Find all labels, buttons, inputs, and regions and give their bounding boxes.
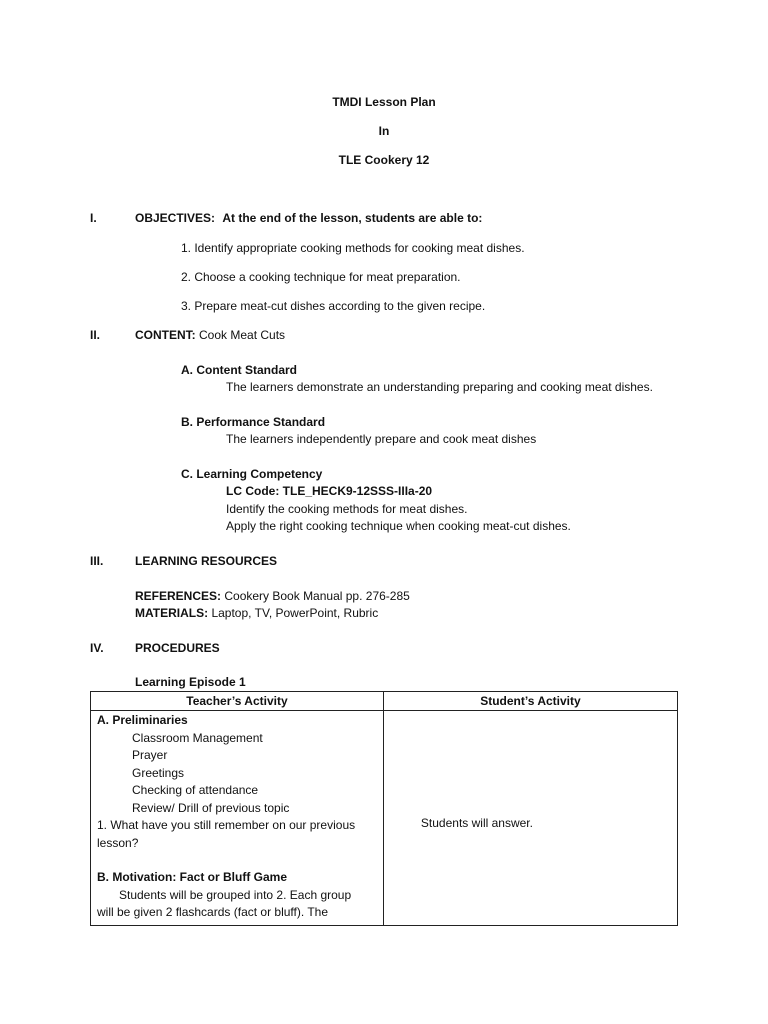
learning-episode-table xyxy=(90,691,678,926)
review-question-line: lesson? xyxy=(97,835,139,850)
competency-line: Apply the right cooking technique when cooking meat-cut dishes. xyxy=(226,519,571,533)
content-numeral: II. xyxy=(90,328,101,342)
materials-label: MATERIALS: xyxy=(135,606,209,620)
table-row xyxy=(91,711,678,926)
lesson-plan-in: In xyxy=(378,124,390,138)
materials-value: Laptop, TV, PowerPoint, Rubric xyxy=(211,606,379,620)
objective-item: 3. Prepare meat-cut dishes according to the given recipe. xyxy=(181,299,486,313)
student-answer: Students will answer. xyxy=(420,816,533,830)
preliminaries-item: Classroom Management xyxy=(132,730,263,745)
motivation-label: B. Motivation: Fact or Bluff Game xyxy=(97,870,288,884)
review-question-line: 1. What have you still remember on our previous xyxy=(97,818,356,832)
content-label: CONTENT: xyxy=(135,328,196,342)
motivation-text: Students will be grouped into 2. Each group xyxy=(119,887,352,902)
lesson-plan-subject: TLE Cookery 12 xyxy=(338,153,430,167)
preliminaries-item: Checking of attendance xyxy=(132,783,259,797)
materials-line xyxy=(135,605,378,622)
motivation-text: will be given 2 flashcards (fact or bluff). The xyxy=(97,905,328,919)
lc-code: LC Code: TLE_HECK9-12SSS-IIIa-20 xyxy=(226,484,433,498)
objectives-label: OBJECTIVES: xyxy=(135,211,216,225)
learning-episode-label: Learning Episode 1 xyxy=(135,675,246,689)
preliminaries-item: Review/ Drill of previous topic xyxy=(132,800,290,815)
content-heading xyxy=(135,327,285,344)
table-header-row xyxy=(91,692,678,711)
teacher-activity-header: Teacher’s Activity xyxy=(91,692,384,711)
objectives-numeral: I. xyxy=(90,211,97,225)
references-label: REFERENCES: xyxy=(135,589,222,603)
procedures-heading: PROCEDURES xyxy=(135,641,220,655)
competency-line: Identify the cooking methods for meat dishes. xyxy=(226,502,468,516)
spacer xyxy=(97,852,379,869)
preliminaries-item: Prayer xyxy=(132,748,168,762)
student-activity-cell xyxy=(383,711,677,926)
content-value: Cook Meat Cuts xyxy=(199,328,286,342)
teacher-activity-cell xyxy=(91,711,384,926)
objectives-intro: At the end of the lesson, students are able to: xyxy=(222,211,483,225)
lesson-plan-title: TMDI Lesson Plan xyxy=(332,95,436,109)
resources-numeral: III. xyxy=(90,554,104,568)
references-value: Cookery Book Manual pp. 276-285 xyxy=(224,589,410,603)
objectives-heading xyxy=(135,210,482,227)
references-line xyxy=(135,588,410,605)
content-standard-label: A. Content Standard xyxy=(181,363,297,377)
objective-item: 2. Choose a cooking technique for meat preparation. xyxy=(181,270,461,284)
preliminaries-label: A. Preliminaries xyxy=(97,713,188,727)
resources-heading: LEARNING RESOURCES xyxy=(135,554,278,568)
performance-standard-text: The learners independently prepare and cook meat dishes xyxy=(226,432,537,446)
procedures-numeral: IV. xyxy=(90,641,104,655)
preliminaries-item: Greetings xyxy=(132,765,185,780)
objective-item: 1. Identify appropriate cooking methods for cooking meat dishes. xyxy=(181,241,525,255)
learning-competency-label: C. Learning Competency xyxy=(181,467,323,481)
student-activity-header: Student’s Activity xyxy=(383,692,677,711)
content-standard-text: The learners demonstrate an understanding preparing and cooking meat dishes. xyxy=(226,380,653,394)
performance-standard-label: B. Performance Standard xyxy=(181,415,326,429)
